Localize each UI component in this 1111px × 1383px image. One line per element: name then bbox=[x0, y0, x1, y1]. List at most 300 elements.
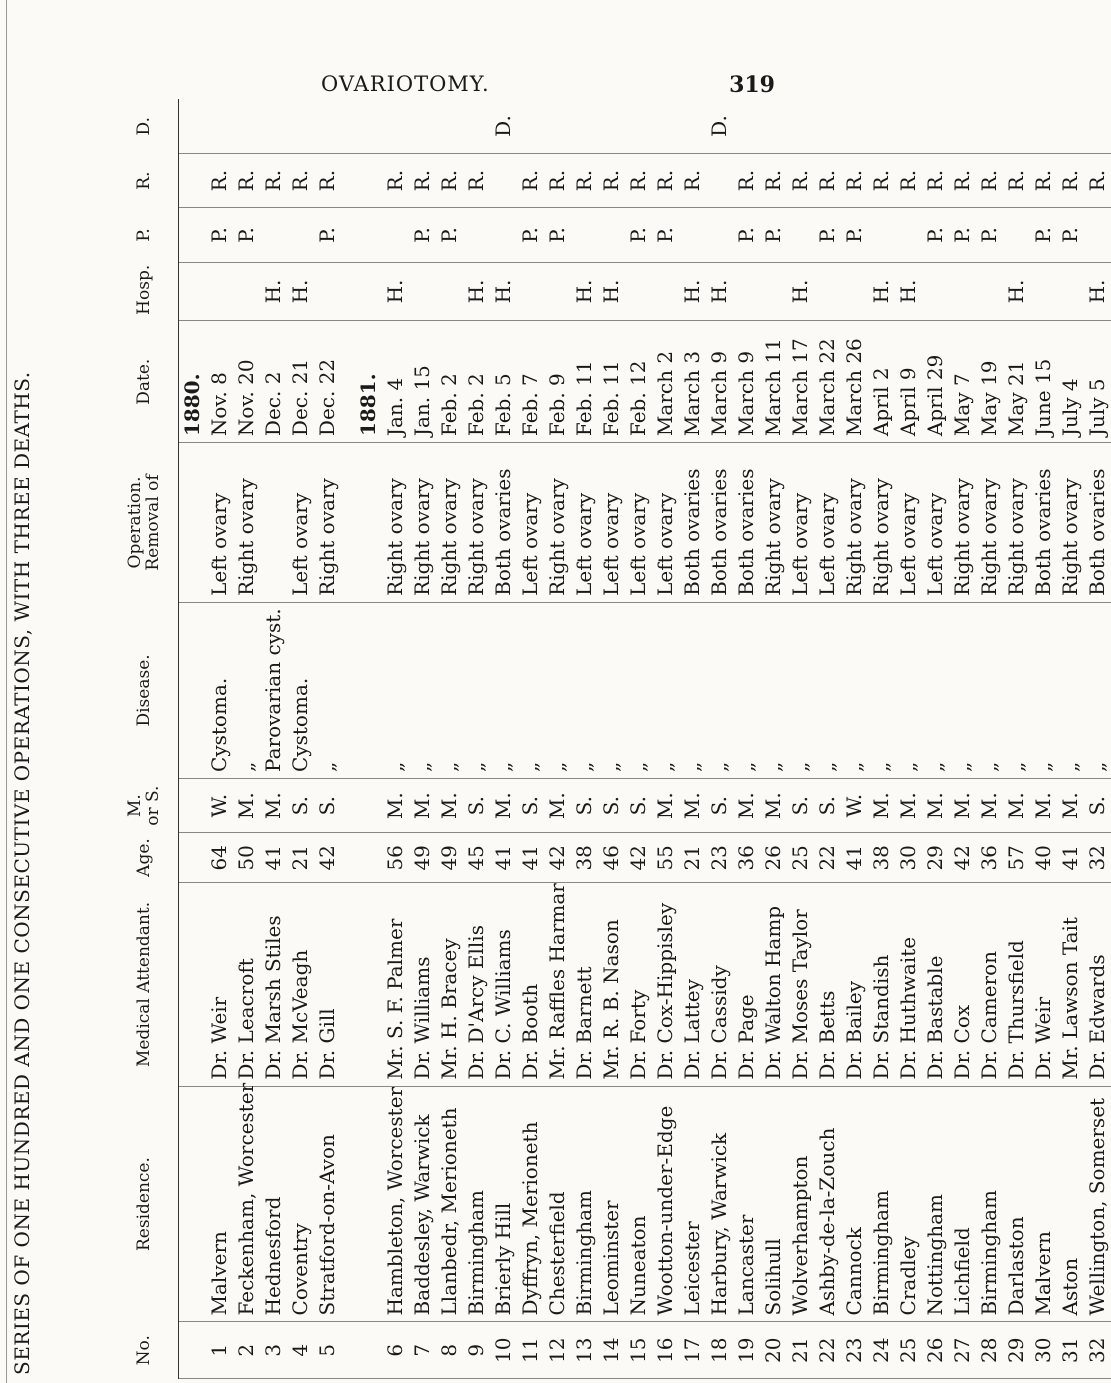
cell-ms: S. bbox=[463, 778, 490, 832]
table-row bbox=[1057, 99, 1084, 1379]
cell-operation: Right ovary bbox=[463, 443, 490, 603]
col-header-r: R. bbox=[110, 153, 179, 207]
cell-disease: „ bbox=[949, 602, 976, 778]
cell-hosp bbox=[976, 262, 1003, 321]
cell-operation: Both ovaries bbox=[733, 443, 760, 603]
cell-residence: Lancaster bbox=[733, 1086, 760, 1322]
cell-r: R. bbox=[598, 153, 625, 207]
cell-operation: Left ovary bbox=[787, 443, 814, 603]
cell-r: R. bbox=[787, 153, 814, 207]
cell-age: 41 bbox=[1057, 833, 1084, 883]
cell-d bbox=[233, 99, 260, 153]
operations-table bbox=[110, 99, 1111, 1379]
cell-disease: „ bbox=[868, 602, 895, 778]
cell-residence: Coventry bbox=[287, 1086, 314, 1322]
cell-disease: Parovarian cyst. bbox=[260, 602, 287, 778]
cell-p: P. bbox=[233, 208, 260, 262]
cell-ms: S. bbox=[787, 778, 814, 832]
cell-hosp: H. bbox=[895, 262, 922, 321]
cell-p bbox=[571, 208, 598, 262]
cell-r: R. bbox=[287, 153, 314, 207]
cell-hosp bbox=[409, 262, 436, 321]
cell-hosp bbox=[314, 262, 341, 321]
cell-date: April 2 bbox=[868, 321, 895, 443]
cell-hosp bbox=[1030, 262, 1057, 321]
cell-operation: Right ovary bbox=[436, 443, 463, 603]
cell-ms: M. bbox=[652, 778, 679, 832]
cell-r bbox=[490, 153, 517, 207]
cell-age: 45 bbox=[463, 833, 490, 883]
cell-p: P. bbox=[544, 208, 571, 262]
cell-disease: „ bbox=[490, 602, 517, 778]
cell-d bbox=[760, 99, 787, 153]
cell-no: 6 bbox=[382, 1322, 409, 1379]
cell-d bbox=[868, 99, 895, 153]
cell-d bbox=[544, 99, 571, 153]
cell-ms: M. bbox=[895, 778, 922, 832]
table-row bbox=[463, 99, 490, 1379]
table-row bbox=[976, 99, 1003, 1379]
cell-attendant: Dr. Cameron bbox=[976, 883, 1003, 1086]
cell-no: 30 bbox=[1030, 1322, 1057, 1379]
cell-age: 22 bbox=[814, 833, 841, 883]
cell-no: 23 bbox=[841, 1322, 868, 1379]
cell-residence: Birmingham bbox=[868, 1086, 895, 1322]
cell-date: April 9 bbox=[895, 321, 922, 443]
cell-hosp bbox=[922, 262, 949, 321]
page-number: 319 bbox=[729, 72, 775, 98]
table-row bbox=[206, 99, 233, 1379]
cell-disease: „ bbox=[1084, 602, 1111, 778]
cell-attendant: Dr. McVeagh bbox=[287, 883, 314, 1086]
cell-hosp: H. bbox=[287, 262, 314, 321]
cell-attendant: Dr. Walton Hamp bbox=[760, 883, 787, 1086]
cell-no: 14 bbox=[598, 1322, 625, 1379]
cell-r: R. bbox=[625, 153, 652, 207]
cell-date: Dec. 22 bbox=[314, 321, 341, 443]
table-row bbox=[733, 99, 760, 1379]
cell-no: 28 bbox=[976, 1322, 1003, 1379]
cell-age: 41 bbox=[490, 833, 517, 883]
cell-r: R. bbox=[233, 153, 260, 207]
year-row bbox=[341, 99, 382, 1379]
cell-no: 15 bbox=[625, 1322, 652, 1379]
cell-date: Jan. 4 bbox=[382, 321, 409, 443]
cell-operation: Left ovary bbox=[206, 443, 233, 603]
cell-operation: Left ovary bbox=[652, 443, 679, 603]
cell-disease: „ bbox=[733, 602, 760, 778]
cell-operation: Left ovary bbox=[922, 443, 949, 603]
cell-operation: Right ovary bbox=[949, 443, 976, 603]
cell-operation: Left ovary bbox=[598, 443, 625, 603]
cell-no: 9 bbox=[463, 1322, 490, 1379]
table-body bbox=[179, 99, 1111, 1379]
cell-r: R. bbox=[1030, 153, 1057, 207]
cell-operation: Right ovary bbox=[409, 443, 436, 603]
cell-p: P. bbox=[976, 208, 1003, 262]
cell-date: June 15 bbox=[1030, 321, 1057, 443]
cell-date: Jan. 15 bbox=[409, 321, 436, 443]
cell-hosp: H. bbox=[787, 262, 814, 321]
col-header-no: No. bbox=[110, 1322, 179, 1379]
cell-age: 41 bbox=[841, 833, 868, 883]
table-row bbox=[1030, 99, 1057, 1379]
cell-date: Feb. 7 bbox=[517, 321, 544, 443]
cell-ms: M. bbox=[922, 778, 949, 832]
cell-ms: S. bbox=[814, 778, 841, 832]
cell-no: 10 bbox=[490, 1322, 517, 1379]
table-row bbox=[382, 99, 409, 1379]
cell-ms: M. bbox=[1030, 778, 1057, 832]
cell-d bbox=[895, 99, 922, 153]
table-row bbox=[1084, 99, 1111, 1379]
cell-ms: M. bbox=[436, 778, 463, 832]
cell-date: May 21 bbox=[1003, 321, 1030, 443]
cell-residence: Wolverhampton bbox=[787, 1086, 814, 1322]
table-row bbox=[260, 99, 287, 1379]
cell-disease: „ bbox=[382, 602, 409, 778]
cell-age: 21 bbox=[287, 833, 314, 883]
cell-residence: Nottingham bbox=[922, 1086, 949, 1322]
cell-age: 57 bbox=[1003, 833, 1030, 883]
cell-disease: „ bbox=[436, 602, 463, 778]
cell-disease: „ bbox=[787, 602, 814, 778]
cell-ms: S. bbox=[571, 778, 598, 832]
cell-hosp: H. bbox=[598, 262, 625, 321]
cell-age: 25 bbox=[787, 833, 814, 883]
cell-r: R. bbox=[895, 153, 922, 207]
cell-age: 38 bbox=[571, 833, 598, 883]
cell-disease: „ bbox=[652, 602, 679, 778]
cell-hosp bbox=[625, 262, 652, 321]
cell-attendant: Dr. Moses Taylor bbox=[787, 883, 814, 1086]
cell-date: July 5 bbox=[1084, 321, 1111, 443]
cell-age: 49 bbox=[409, 833, 436, 883]
cell-residence: Malvern bbox=[1030, 1086, 1057, 1322]
cell-residence: Dyffryn, Merioneth bbox=[517, 1086, 544, 1322]
cell-hosp bbox=[206, 262, 233, 321]
cell-p: P. bbox=[1030, 208, 1057, 262]
cell-date: Feb. 12 bbox=[625, 321, 652, 443]
cell-operation: Right ovary bbox=[382, 443, 409, 603]
cell-no: 3 bbox=[260, 1322, 287, 1379]
cell-date: May 19 bbox=[976, 321, 1003, 443]
cell-ms: M. bbox=[382, 778, 409, 832]
cell-d bbox=[571, 99, 598, 153]
cell-residence: Leominster bbox=[598, 1086, 625, 1322]
cell-date: March 2 bbox=[652, 321, 679, 443]
cell-d bbox=[463, 99, 490, 153]
cell-d bbox=[314, 99, 341, 153]
cell-residence: Cannock bbox=[841, 1086, 868, 1322]
cell-age: 23 bbox=[706, 833, 733, 883]
cell-hosp bbox=[760, 262, 787, 321]
cell-attendant: Dr. Cox-Hippisley bbox=[652, 883, 679, 1086]
cell-attendant: Mr. S. F. Palmer bbox=[382, 883, 409, 1086]
cell-operation: Left ovary bbox=[895, 443, 922, 603]
cell-hosp: H. bbox=[382, 262, 409, 321]
cell-residence: Wellington, Somerset bbox=[1084, 1086, 1111, 1322]
cell-r: R. bbox=[1003, 153, 1030, 207]
table-header-row bbox=[110, 99, 179, 1379]
cell-p bbox=[260, 208, 287, 262]
table-row bbox=[544, 99, 571, 1379]
cell-attendant: Dr. Leacroft bbox=[233, 883, 260, 1086]
cell-p bbox=[382, 208, 409, 262]
cell-disease: „ bbox=[571, 602, 598, 778]
cell-residence: Hambleton, Worcester bbox=[382, 1086, 409, 1322]
cell-disease: „ bbox=[625, 602, 652, 778]
cell-ms: M. bbox=[544, 778, 571, 832]
cell-d bbox=[976, 99, 1003, 153]
cell-no: 29 bbox=[1003, 1322, 1030, 1379]
cell-r: R. bbox=[382, 153, 409, 207]
cell-hosp: H. bbox=[463, 262, 490, 321]
cell-attendant: Dr. Forty bbox=[625, 883, 652, 1086]
cell-age: 30 bbox=[895, 833, 922, 883]
cell-r: R. bbox=[922, 153, 949, 207]
cell-ms: M. bbox=[760, 778, 787, 832]
table-row bbox=[598, 99, 625, 1379]
cell-hosp bbox=[652, 262, 679, 321]
table-row bbox=[314, 99, 341, 1379]
cell-age: 21 bbox=[679, 833, 706, 883]
cell-residence: Brierly Hill bbox=[490, 1086, 517, 1322]
cell-date: March 22 bbox=[814, 321, 841, 443]
cell-d bbox=[922, 99, 949, 153]
cell-r: R. bbox=[1084, 153, 1111, 207]
table-row bbox=[814, 99, 841, 1379]
cell-operation: Right ovary bbox=[1057, 443, 1084, 603]
cell-operation: Both ovaries bbox=[679, 443, 706, 603]
cell-d bbox=[652, 99, 679, 153]
cell-p: P. bbox=[436, 208, 463, 262]
cell-age: 50 bbox=[233, 833, 260, 883]
cell-ms: M. bbox=[1057, 778, 1084, 832]
cell-hosp: H. bbox=[490, 262, 517, 321]
cell-age: 42 bbox=[949, 833, 976, 883]
table-row bbox=[868, 99, 895, 1379]
cell-d bbox=[733, 99, 760, 153]
cell-operation: Right ovary bbox=[760, 443, 787, 603]
col-header-residence: Residence. bbox=[110, 1086, 179, 1322]
cell-no: 21 bbox=[787, 1322, 814, 1379]
cell-disease: „ bbox=[544, 602, 571, 778]
cell-hosp: H. bbox=[260, 262, 287, 321]
cell-attendant: Dr. Edwards bbox=[1084, 883, 1111, 1086]
cell-age: 55 bbox=[652, 833, 679, 883]
cell-operation: Left ovary bbox=[287, 443, 314, 603]
cell-p: P. bbox=[841, 208, 868, 262]
cell-operation: Both ovaries bbox=[1030, 443, 1057, 603]
cell-disease: „ bbox=[463, 602, 490, 778]
year-label: 1880. bbox=[180, 373, 204, 437]
cell-hosp bbox=[436, 262, 463, 321]
cell-date: Feb. 9 bbox=[544, 321, 571, 443]
cell-p: P. bbox=[206, 208, 233, 262]
cell-attendant: Mr. R. B. Nason bbox=[598, 883, 625, 1086]
cell-p: P. bbox=[409, 208, 436, 262]
cell-operation: Right ovary bbox=[868, 443, 895, 603]
cell-p bbox=[490, 208, 517, 262]
cell-d bbox=[814, 99, 841, 153]
cell-d bbox=[1084, 99, 1111, 153]
cell-residence: Malvern bbox=[206, 1086, 233, 1322]
table-row bbox=[706, 99, 733, 1379]
cell-attendant: Mr. Lawson Tait bbox=[1057, 883, 1084, 1086]
cell-no: 22 bbox=[814, 1322, 841, 1379]
cell-attendant: Mr. H. Bracey bbox=[436, 883, 463, 1086]
cell-operation: Right ovary bbox=[314, 443, 341, 603]
cell-no: 11 bbox=[517, 1322, 544, 1379]
cell-date: Dec. 21 bbox=[287, 321, 314, 443]
cell-disease: „ bbox=[1003, 602, 1030, 778]
cell-p bbox=[706, 208, 733, 262]
cell-ms: W. bbox=[206, 778, 233, 832]
cell-date: Feb. 11 bbox=[598, 321, 625, 443]
cell-hosp bbox=[733, 262, 760, 321]
cell-age: 40 bbox=[1030, 833, 1057, 883]
cell-residence: Nuneaton bbox=[625, 1086, 652, 1322]
cell-d bbox=[382, 99, 409, 153]
cell-attendant: Dr. C. Williams bbox=[490, 883, 517, 1086]
col-header-attendant: Medical Attendant. bbox=[110, 883, 179, 1086]
cell-attendant: Dr. Standish bbox=[868, 883, 895, 1086]
col-header-age: Age. bbox=[110, 833, 179, 883]
cell-ms: S. bbox=[517, 778, 544, 832]
cell-attendant: Mr. Raffles Harmar bbox=[544, 883, 571, 1086]
cell-ms: M. bbox=[949, 778, 976, 832]
cell-no: 32 bbox=[1084, 1322, 1111, 1379]
cell-d bbox=[287, 99, 314, 153]
table-row bbox=[625, 99, 652, 1379]
cell-age: 64 bbox=[206, 833, 233, 883]
cell-operation: Right ovary bbox=[841, 443, 868, 603]
cell-r: R. bbox=[868, 153, 895, 207]
cell-d bbox=[787, 99, 814, 153]
cell-hosp bbox=[544, 262, 571, 321]
cell-hosp bbox=[949, 262, 976, 321]
table-row bbox=[571, 99, 598, 1379]
table-row bbox=[760, 99, 787, 1379]
cell-residence: Solihull bbox=[760, 1086, 787, 1322]
cell-hosp bbox=[233, 262, 260, 321]
cell-p bbox=[1084, 208, 1111, 262]
cell-date: April 29 bbox=[922, 321, 949, 443]
cell-residence: Lichfield bbox=[949, 1086, 976, 1322]
cell-d bbox=[409, 99, 436, 153]
cell-attendant: Dr. Lattey bbox=[679, 883, 706, 1086]
table-row bbox=[517, 99, 544, 1379]
cell-ms: M. bbox=[260, 778, 287, 832]
cell-age: 38 bbox=[868, 833, 895, 883]
table-row bbox=[841, 99, 868, 1379]
cell-r: R. bbox=[544, 153, 571, 207]
cell-ms: S. bbox=[287, 778, 314, 832]
cell-ms: S. bbox=[1084, 778, 1111, 832]
cell-d bbox=[1057, 99, 1084, 153]
series-title: SERIES OF ONE HUNDRED AND ONE CONSECUTIVE OPERATIONS, WITH THREE DEATHS. bbox=[10, 371, 34, 1375]
col-header-operation: Operation. Removal of bbox=[110, 443, 179, 603]
table-row bbox=[652, 99, 679, 1379]
cell-hosp: H. bbox=[1003, 262, 1030, 321]
cell-age: 36 bbox=[733, 833, 760, 883]
cell-hosp bbox=[841, 262, 868, 321]
cell-residence: Leicester bbox=[679, 1086, 706, 1322]
cell-date: Feb. 11 bbox=[571, 321, 598, 443]
cell-no: 7 bbox=[409, 1322, 436, 1379]
cell-p bbox=[1003, 208, 1030, 262]
cell-date: Dec. 2 bbox=[260, 321, 287, 443]
cell-operation: Left ovary bbox=[571, 443, 598, 603]
cell-r: R. bbox=[409, 153, 436, 207]
cell-ms: M. bbox=[409, 778, 436, 832]
cell-date: Feb. 5 bbox=[490, 321, 517, 443]
table-row bbox=[436, 99, 463, 1379]
cell-p: P. bbox=[1057, 208, 1084, 262]
cell-operation: Left ovary bbox=[814, 443, 841, 603]
cell-attendant: Dr. Marsh Stiles bbox=[260, 883, 287, 1086]
cell-date: Feb. 2 bbox=[463, 321, 490, 443]
cell-date: March 26 bbox=[841, 321, 868, 443]
cell-residence: Birmingham bbox=[976, 1086, 1003, 1322]
table-row bbox=[287, 99, 314, 1379]
table-row bbox=[895, 99, 922, 1379]
cell-ms: M. bbox=[976, 778, 1003, 832]
cell-d bbox=[625, 99, 652, 153]
cell-r: R. bbox=[436, 153, 463, 207]
cell-hosp bbox=[814, 262, 841, 321]
cell-age: 29 bbox=[922, 833, 949, 883]
cell-p: P. bbox=[814, 208, 841, 262]
cell-r: R. bbox=[949, 153, 976, 207]
cell-operation: Both ovaries bbox=[490, 443, 517, 603]
cell-age: 42 bbox=[314, 833, 341, 883]
cell-ms: S. bbox=[625, 778, 652, 832]
cell-no: 31 bbox=[1057, 1322, 1084, 1379]
table-row bbox=[949, 99, 976, 1379]
cell-attendant: Dr. Williams bbox=[409, 883, 436, 1086]
cell-p bbox=[787, 208, 814, 262]
cell-hosp bbox=[1057, 262, 1084, 321]
cell-age: 42 bbox=[625, 833, 652, 883]
cell-date: Nov. 20 bbox=[233, 321, 260, 443]
cell-d bbox=[260, 99, 287, 153]
cell-p bbox=[463, 208, 490, 262]
cell-date: March 3 bbox=[679, 321, 706, 443]
cell-operation: Both ovaries bbox=[706, 443, 733, 603]
cell-disease: „ bbox=[760, 602, 787, 778]
cell-age: 26 bbox=[760, 833, 787, 883]
cell-no: 2 bbox=[233, 1322, 260, 1379]
cell-r: R. bbox=[760, 153, 787, 207]
cell-disease: „ bbox=[679, 602, 706, 778]
cell-d bbox=[436, 99, 463, 153]
cell-disease: „ bbox=[922, 602, 949, 778]
cell-p bbox=[287, 208, 314, 262]
cell-no: 4 bbox=[287, 1322, 314, 1379]
table-row bbox=[787, 99, 814, 1379]
cell-r: R. bbox=[814, 153, 841, 207]
cell-hosp: H. bbox=[868, 262, 895, 321]
cell-ms: M. bbox=[733, 778, 760, 832]
col-header-disease: Disease. bbox=[110, 602, 179, 778]
cell-date: March 11 bbox=[760, 321, 787, 443]
cell-residence: Stratford-on-Avon bbox=[314, 1086, 341, 1322]
cell-residence: Harbury, Warwick bbox=[706, 1086, 733, 1322]
cell-r: R. bbox=[1057, 153, 1084, 207]
cell-operation: Right ovary bbox=[544, 443, 571, 603]
